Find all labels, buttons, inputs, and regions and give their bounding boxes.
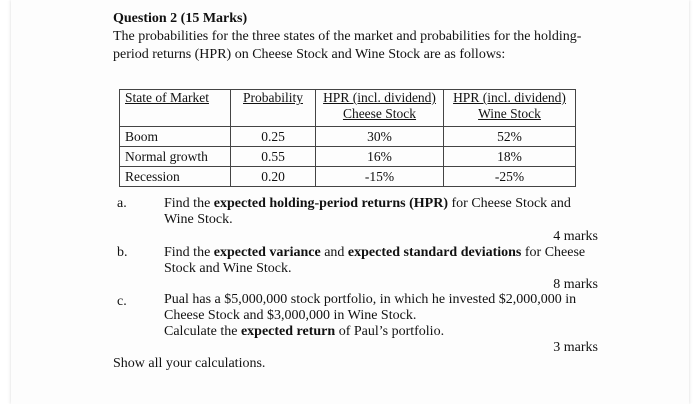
cell-state: Boom (120, 127, 231, 147)
header-cheese-hpr: HPR (incl. dividend) Cheese Stock (316, 90, 444, 127)
cell-probability: 0.55 (231, 147, 316, 167)
question-title: Question 2 (15 Marks) (113, 11, 248, 26)
part-a-label: a. (117, 196, 127, 211)
cell-state: Recession (120, 167, 231, 187)
footer-instruction: Show all your calculations. (113, 356, 266, 371)
part-b-marks: 8 marks (553, 277, 598, 292)
question-intro: The probabilities for the three states of the market and probabilities for the holding-period returns (HPR) on Cheese Stock and Wine Stock are as follows: (113, 29, 582, 62)
cell-cheese: 30% (316, 127, 444, 147)
table-row (120, 127, 576, 147)
returns-table (119, 89, 576, 187)
cell-wine: -25% (444, 167, 576, 187)
cell-state: Normal growth (120, 147, 231, 167)
cell-cheese: -15% (316, 167, 444, 187)
table-row (120, 147, 576, 167)
cell-wine: 18% (444, 147, 576, 167)
header-wine-hpr: HPR (incl. dividend) Wine Stock (444, 90, 576, 127)
cell-probability: 0.20 (231, 167, 316, 187)
cell-wine: 52% (444, 127, 576, 147)
document-page (11, 0, 689, 404)
part-c-text: Pual has a $5,000,000 stock portfolio, in which he invested $2,000,000 in Cheese Stock and $3,000,000 in Wine Stock. Calculate the expected return of Paul’s portfolio. (164, 292, 577, 339)
part-b-text: Find the expected variance and expected standard deviations for Cheese Stock and Wine Stock. (164, 245, 586, 276)
table-row (120, 167, 576, 187)
cell-cheese: 16% (316, 147, 444, 167)
part-c-label: c. (117, 294, 127, 309)
table-header-row (120, 90, 576, 127)
header-state: State of Market (120, 90, 231, 127)
part-c-marks: 3 marks (553, 340, 598, 355)
header-probability: Probability (231, 90, 316, 127)
cell-probability: 0.25 (231, 127, 316, 147)
part-a-marks: 4 marks (553, 229, 598, 244)
part-b-label: b. (117, 245, 128, 260)
part-a-text: Find the expected holding-period returns (HPR) for Cheese Stock and Wine Stock. (164, 196, 571, 227)
